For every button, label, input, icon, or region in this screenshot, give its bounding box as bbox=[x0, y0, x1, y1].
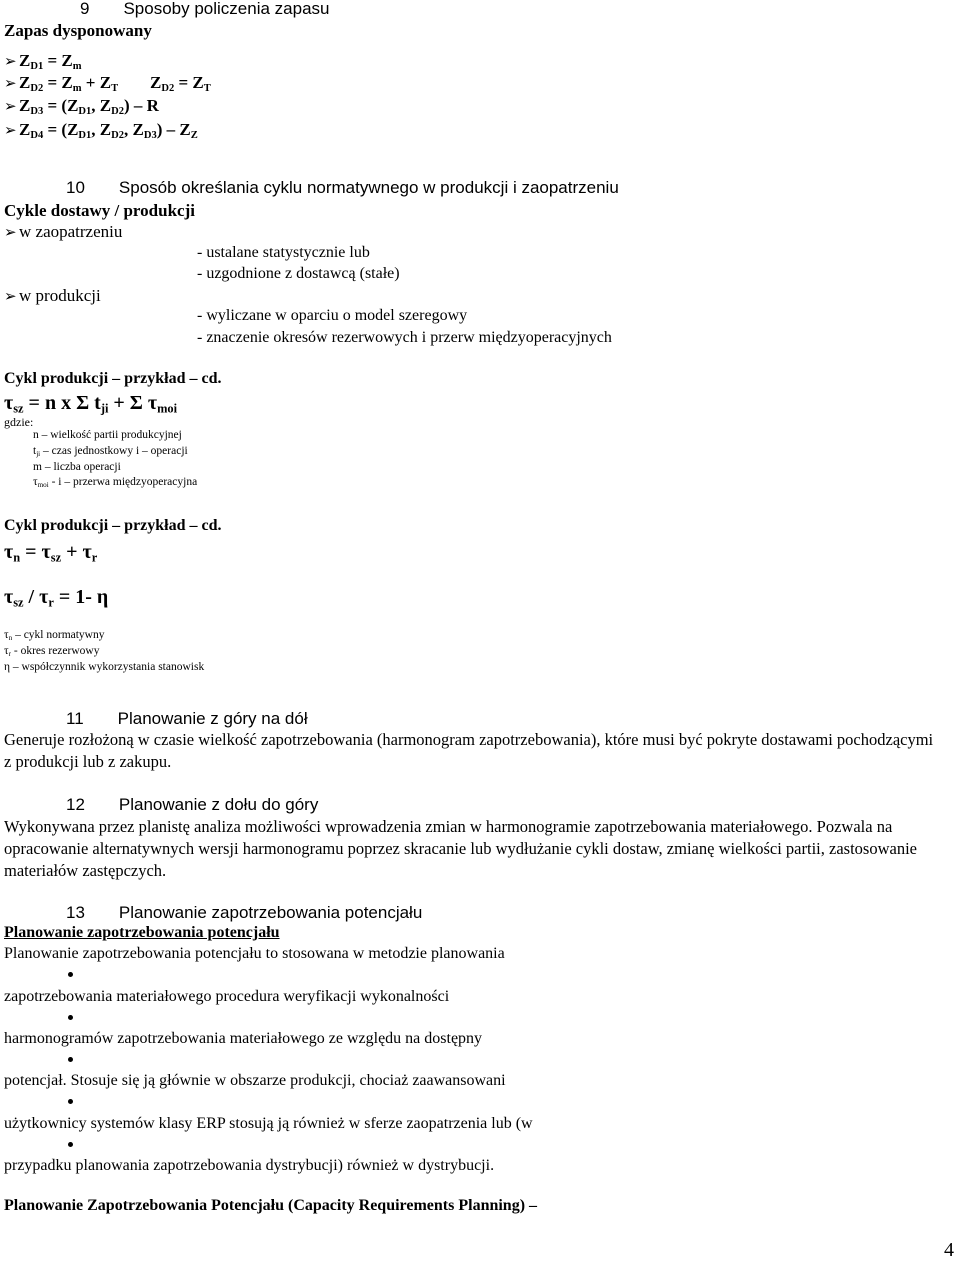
section-13-line-4: potencjał. Stosuje się ją głównie w obszarze produkcji, chociaż zaawansowani bbox=[4, 1072, 506, 1089]
formula-zd4: ➢ $Z_{D4} = (Z_{D1}$, $Z_{D2}$, $Z_{D3}) - Z_Z$ bbox=[4, 120, 198, 141]
example-2-line-1: $\tau_n$ – cykl normatywny bbox=[4, 629, 105, 642]
example-1-title: Cykl produkcji – przykład – cd. bbox=[4, 370, 222, 387]
example-2-line-2: $\tau_r$ - okres rezerwowy bbox=[4, 645, 100, 658]
section-13-line-6: przypadku planowania zapotrzebowania dystrybucji) również w dystrybucji. bbox=[4, 1157, 495, 1174]
bullet-dot-icon bbox=[68, 1057, 73, 1062]
section-13-line-2: zapotrzebowania materiałowego procedura weryfikacji wykonalności bbox=[4, 988, 450, 1005]
section-10-heading: 10 Sposób określania cyklu normatywnego w produkcji i zaopatrzeniu bbox=[66, 178, 619, 197]
example-1-line-3: m – liczba operacji bbox=[33, 461, 121, 473]
bullet-dot-icon bbox=[68, 1142, 73, 1147]
example-1-formula: $\tau_{sz} = n$ x Σ $t_{ji} + \Sigma$ $\tau_{moi}$ bbox=[4, 392, 178, 416]
section-12-heading: 12 Planowanie z dołu do góry bbox=[66, 795, 319, 814]
arrow-bullet-icon: ➢ bbox=[4, 121, 17, 139]
section-11-heading: 11 Planowanie z góry na dół bbox=[66, 709, 308, 728]
formula-zd3: ➢ $Z_{D3} = (Z_{D1}$, $Z_{D2}$) – R bbox=[4, 96, 159, 117]
section-11-body: Generuje rozłożoną w czasie wielkość zapotrzebowania (harmonogram zapotrzebowania), które musi być pokryte dostawami pochodzącymi z produkcji lub z zakupu. bbox=[4, 730, 934, 771]
example-2-formula-1: $\tau_n = \tau_{sz} + \tau_r$ bbox=[4, 541, 98, 565]
section-12-body: Wykonywana przez planistę analiza możliwości wprowadzenia zmian w harmonogramie zapotrzebowania materiałowego. Pozwala na opracowanie alternatywnych wersji harmonogramu poprzez skracanie lub wydłużanie cykli dostaw, zmianę wielkości partii, zastosowanie materiałów zastępczych. bbox=[4, 817, 917, 880]
bullet-dot-icon bbox=[68, 1015, 73, 1020]
section-9-heading: 9 Sposoby policzenia zapasu bbox=[80, 0, 330, 18]
formula-zd1: ➢ $Z_{D1} = Z_m$ bbox=[4, 51, 82, 72]
example-2-formula-2: $\tau_{sz} / \tau_r = 1-$ η bbox=[4, 586, 109, 610]
example-2-title: Cykl produkcji – przykład – cd. bbox=[4, 517, 222, 534]
page-number: 4 bbox=[944, 1239, 954, 1261]
produkcji-detail-1: - wyliczane w oparciu o model szeregowy bbox=[197, 307, 468, 324]
bullet-zaopatrzeniu: ➢ w zaopatrzeniu bbox=[4, 222, 123, 241]
section-13-subheading: Planowanie zapotrzebowania potencjału bbox=[4, 924, 280, 941]
arrow-bullet-icon: ➢ bbox=[4, 52, 17, 70]
section-10-subheading: Cykle dostawy / produkcji bbox=[4, 201, 195, 220]
formula-zd2-b: $Z_{D2} = Z_T$ bbox=[150, 73, 211, 94]
bullet-produkcji: ➢ w produkcji bbox=[4, 286, 101, 305]
section-9-subheading: Zapas dysponowany bbox=[4, 21, 152, 40]
bullet-dot-icon bbox=[68, 972, 73, 977]
formula-zd2-a: ➢ $Z_{D2} = Z_m + Z_T$ bbox=[4, 73, 119, 94]
bullet-dot-icon bbox=[68, 1099, 73, 1104]
arrow-bullet-icon: ➢ bbox=[4, 287, 17, 305]
section-13-footer: Planowanie Zapotrzebowania Potencjału (Capacity Requirements Planning) – bbox=[4, 1197, 538, 1214]
section-13-line-1: Planowanie zapotrzebowania potencjału to stosowana w metodzie planowania bbox=[4, 945, 505, 962]
section-13-line-3: harmonogramów zapotrzebowania materiałowego ze względu na dostępny bbox=[4, 1030, 483, 1047]
example-1-line-2: $t_{ji}$ – czas jednostkowy i – operacji bbox=[33, 445, 188, 458]
section-13-heading: 13 Planowanie zapotrzebowania potencjału bbox=[66, 903, 423, 922]
section-13-line-5: użytkownicy systemów klasy ERP stosują ją również w sferze zaopatrzenia lub (w bbox=[4, 1115, 533, 1132]
zaopatrzeniu-detail-2: - uzgodnione z dostawcą (stałe) bbox=[197, 265, 400, 282]
example-2-line-3: η – współczynnik wykorzystania stanowisk bbox=[4, 661, 205, 673]
arrow-bullet-icon: ➢ bbox=[4, 223, 17, 241]
example-1-line-1: n – wielkość partii produkcyjnej bbox=[33, 429, 182, 441]
zaopatrzeniu-detail-1: - ustalane statystycznie lub bbox=[197, 244, 370, 261]
arrow-bullet-icon: ➢ bbox=[4, 74, 17, 92]
example-1-where: gdzie: bbox=[4, 415, 34, 429]
arrow-bullet-icon: ➢ bbox=[4, 97, 17, 115]
produkcji-detail-2: - znaczenie okresów rezerwowych i przerw międzyoperacyjnych bbox=[197, 329, 612, 346]
example-1-line-4: $\tau_{moi}$ - i – przerwa międzyoperacyjna bbox=[33, 476, 198, 489]
